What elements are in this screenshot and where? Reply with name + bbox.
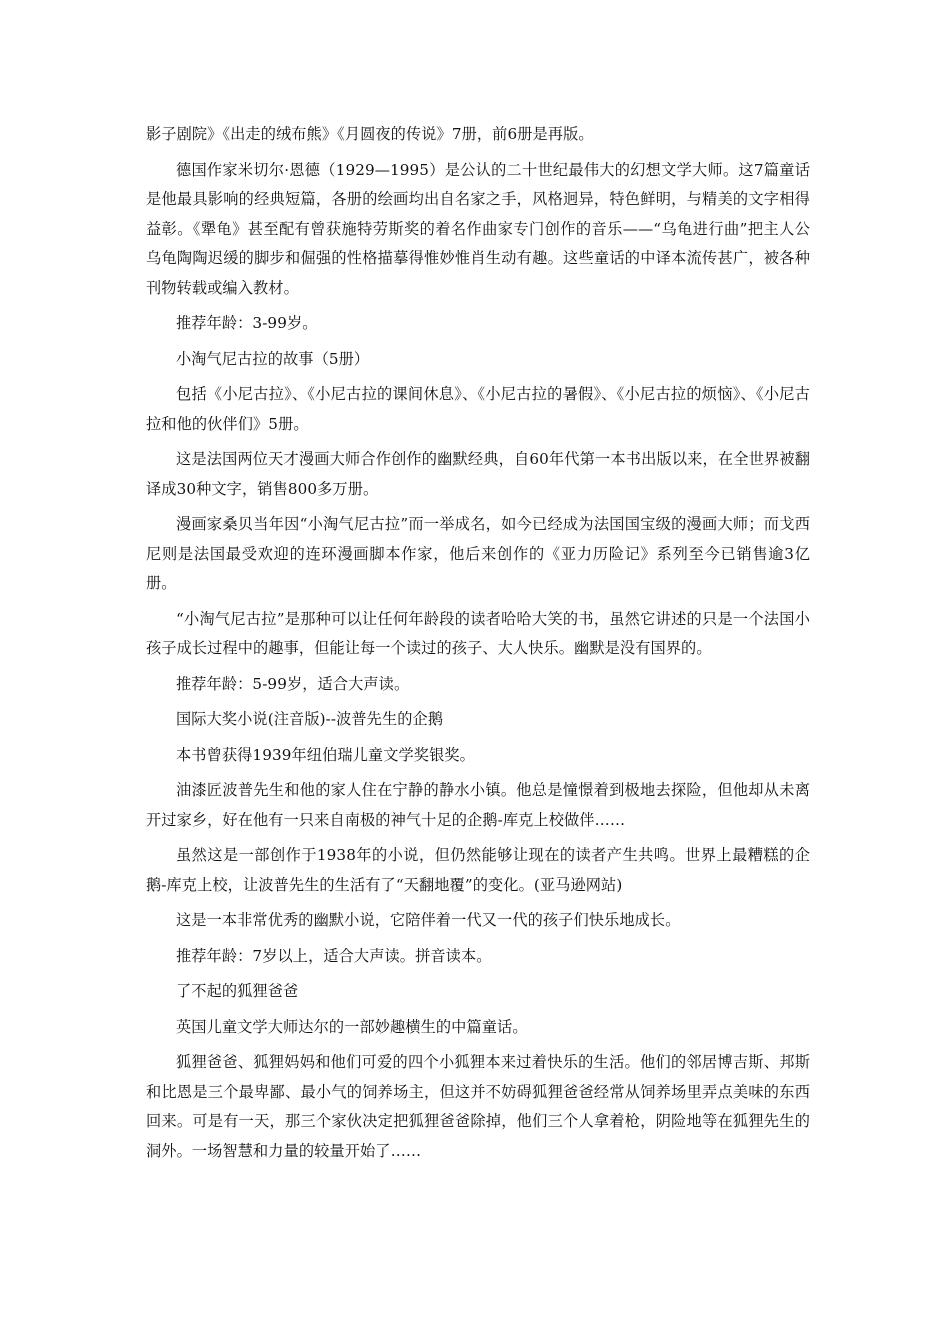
heading-popper-penguins: 国际大奖小说(注音版)--波普先生的企鹅 bbox=[176, 710, 444, 728]
paragraph-age-popper: 推荐年龄：7岁以上，适合大声读。拼音读本。 bbox=[176, 946, 492, 965]
heading-nicholas: 小淘气尼古拉的故事（5册） bbox=[176, 349, 370, 368]
paragraph-age-nicholas: 推荐年龄：5-99岁，适合大声读。 bbox=[176, 674, 410, 693]
paragraph-nicholas-humor: “小淘气尼古拉”是那种可以让任何年龄段的读者哈哈大笑的书，虽然它讲述的只是一个法国小孩子成长过程中的趣事，但能让每一个读过的孩子、大人快乐。幽默是没有国界的。 bbox=[146, 609, 810, 657]
paragraph-fox-intro: 英国儿童文学大师达尔的一部妙趣横生的中篇童话。 bbox=[176, 1017, 528, 1036]
paragraph-popper-story: 油漆匠波普先生和他的家人住在宁静的静水小镇。他总是憧憬着到极地去探险，但他却从未离开过家乡，好在他有一只来自南极的神气十足的企鹅-库克上校做伴…… bbox=[146, 781, 810, 829]
document-page bbox=[146, 120, 810, 1172]
paragraph-nicholas-contents: 包括《小尼古拉》、《小尼古拉的课间休息》、《小尼古拉的暑假》、《小尼古拉的烦恼》、《小尼古拉和他的伙伴们》5册。 bbox=[146, 385, 810, 433]
paragraph-fox-story: 狐狸爸爸、狐狸妈妈和他们可爱的四个小狐狸本来过着快乐的生活。他们的邻居博吉斯、邦斯和比恩是三个最卑鄙、最小气的饲养场主，但这并不妨碍狐狸爸爸经常从饲养场里弄点美味的东西回来。可是有一天，那三个家伙决定把狐狸爸爸除掉，他们三个人拿着枪，阴险地等在狐狸先生的洞外。一场智慧和力量的较量开始了…… bbox=[146, 1053, 810, 1160]
paragraph-age-ende: 推荐年龄：3-99岁。 bbox=[176, 314, 318, 332]
paragraph-popper-review: 虽然这是一部创作于1938年的小说，但仍然能够让现在的读者产生共鸣。世界上最糟糕的企鹅-库克上校，让波普先生的生活有了“天翻地覆”的变化。(亚马逊网站) bbox=[146, 846, 810, 894]
heading-fantastic-mr-fox: 了不起的狐狸爸爸 bbox=[176, 982, 299, 1000]
paragraph-popper-award: 本书曾获得1939年纽伯瑞儿童文学奖银奖。 bbox=[176, 745, 475, 764]
paragraph-nicholas-sales: 这是法国两位天才漫画大师合作创作的幽默经典，自60年代第一本书出版以来，在全世界被翻译成30种文字，销售800多万册。 bbox=[146, 450, 810, 498]
paragraph-nicholas-authors: 漫画家桑贝当年因“小淘气尼古拉”而一举成名，如今已经成为法国国宝级的漫画大师；而戈西尼则是法国最受欢迎的连环漫画脚本作家，他后来创作的《亚力历险记》系列至今已销售逾3亿册。 bbox=[146, 515, 810, 592]
paragraph-ende-intro: 德国作家米切尔·恩德（1929—1995）是公认的二十世纪最伟大的幻想文学大师。这7篇童话是他最具影响的经典短篇，各册的绘画均出自名家之手，风格迥异，特色鲜明，与精美的文字相得益彰。《犟龟》甚至配有曾获施特劳斯奖的着名作曲家专门创作的音乐——“乌龟进行曲”把主人公乌龟陶陶迟缓的脚步和倔强的性格描摹得惟妙惟肖生动有趣。这些童话的中译本流传甚广，被各种刊物转载或编入教材。 bbox=[146, 160, 810, 297]
paragraph-book-list-continuation: 影子剧院》《出走的绒布熊》《月圆夜的传说》7册，前6册是再版。 bbox=[146, 125, 594, 143]
paragraph-popper-summary: 这是一本非常优秀的幽默小说，它陪伴着一代又一代的孩子们快乐地成长。 bbox=[176, 911, 681, 929]
